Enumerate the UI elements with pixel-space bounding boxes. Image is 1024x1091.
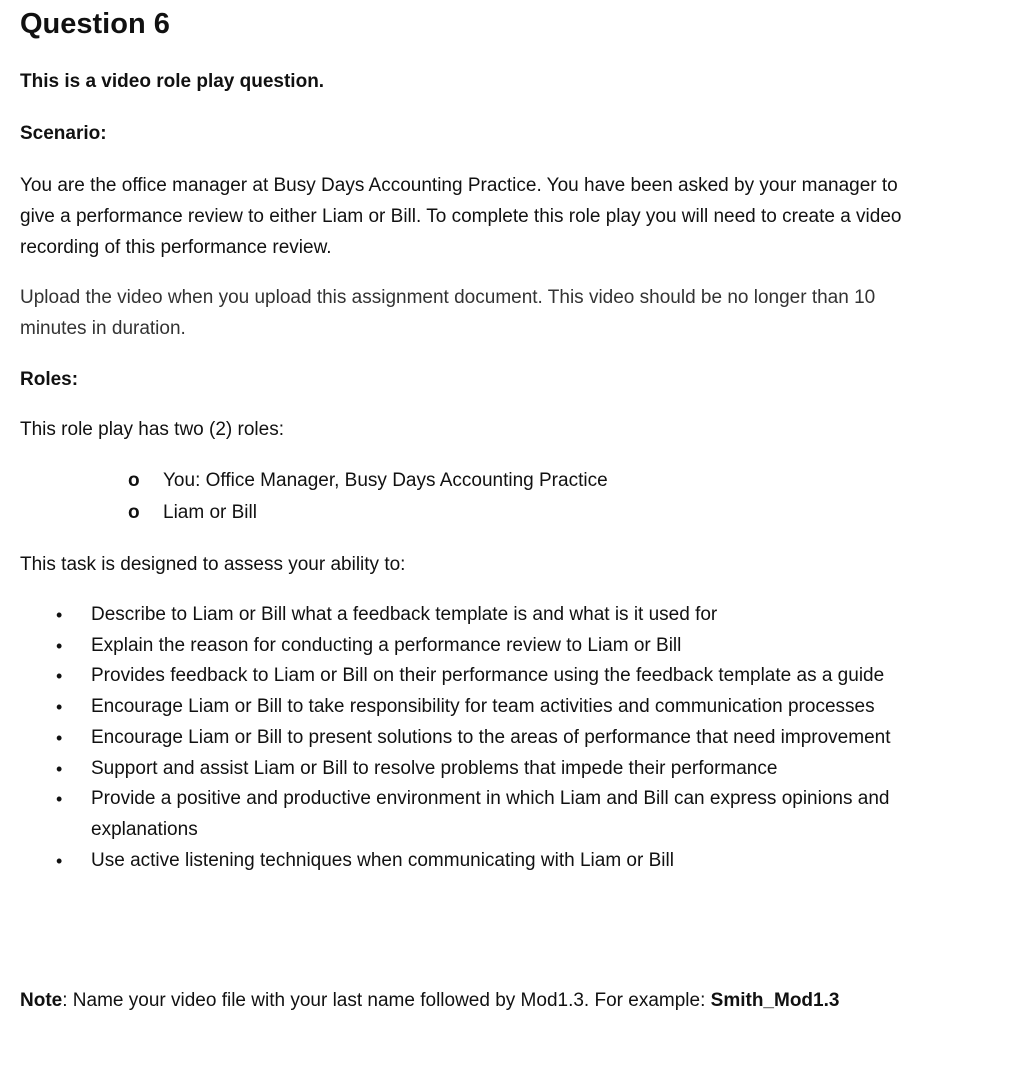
bullet-icon: • — [56, 727, 63, 748]
roles-intro: This role play has two (2) roles: — [20, 419, 284, 440]
assessment-text: Explain the reason for conducting a performance review to Liam or Bill — [91, 634, 682, 656]
assessment-text: Support and assist Liam or Bill to resolve problems that impede their performance — [91, 757, 778, 779]
bullet-icon: • — [56, 850, 63, 871]
question-intro: This is a video role play question. — [20, 71, 325, 92]
note-text: : Name your video file with your last name followed by Mod1.3. For example: — [62, 990, 711, 1011]
assessment-text: Encourage Liam or Bill to present solutions to the areas of performance that need improvement — [91, 726, 891, 748]
assessment-intro: This task is designed to assess your ability to: — [20, 554, 406, 575]
list-item — [56, 723, 936, 754]
list-item — [128, 497, 608, 529]
list-item — [56, 661, 936, 692]
scenario-paragraph-2: Upload the video when you upload this assignment document. This video should be no longer than 10 minutes in duration. — [20, 287, 876, 339]
list-item — [56, 846, 936, 877]
circle-bullet-icon: o — [128, 470, 140, 491]
list-item — [56, 600, 936, 631]
bullet-icon: • — [56, 789, 63, 810]
list-item — [56, 631, 936, 662]
bullet-icon: • — [56, 666, 63, 687]
note — [20, 985, 960, 1016]
list-item — [56, 784, 936, 845]
note-example: Smith_Mod1.3 — [710, 990, 840, 1011]
assessment-text: Provide a positive and productive environment in which Liam and Bill can express opinions and explanations — [91, 788, 890, 840]
bullet-icon: • — [56, 758, 63, 779]
list-item — [56, 754, 936, 785]
assessment-list — [56, 600, 936, 876]
assessment-text: Use active listening techniques when communicating with Liam or Bill — [91, 849, 674, 871]
bullet-icon: • — [56, 635, 63, 656]
list-item — [56, 692, 936, 723]
scenario-paragraph-1: You are the office manager at Busy Days Accounting Practice. You have been asked by your manager to give a performance review to either Liam or Bill. To complete this role play you will need to create a video recording of this performance review. — [20, 175, 902, 258]
bullet-icon: • — [56, 697, 63, 718]
roles-list — [128, 465, 608, 529]
role-text: Liam or Bill — [163, 502, 257, 523]
circle-bullet-icon: o — [128, 502, 140, 523]
role-text: You: Office Manager, Busy Days Accounting Practice — [163, 470, 608, 491]
assessment-text: Encourage Liam or Bill to take responsibility for team activities and communication processes — [91, 696, 875, 718]
roles-heading: Roles: — [20, 369, 79, 390]
bullet-icon: • — [56, 605, 63, 625]
question-title: Question 6 — [20, 8, 170, 40]
scenario-heading: Scenario: — [20, 123, 107, 144]
list-item — [128, 465, 608, 497]
assessment-text: Provides feedback to Liam or Bill on their performance using the feedback template as a guide — [91, 665, 885, 687]
assessment-text: Describe to Liam or Bill what a feedback template is and what is it used for — [91, 604, 718, 625]
note-label: Note — [20, 990, 63, 1011]
